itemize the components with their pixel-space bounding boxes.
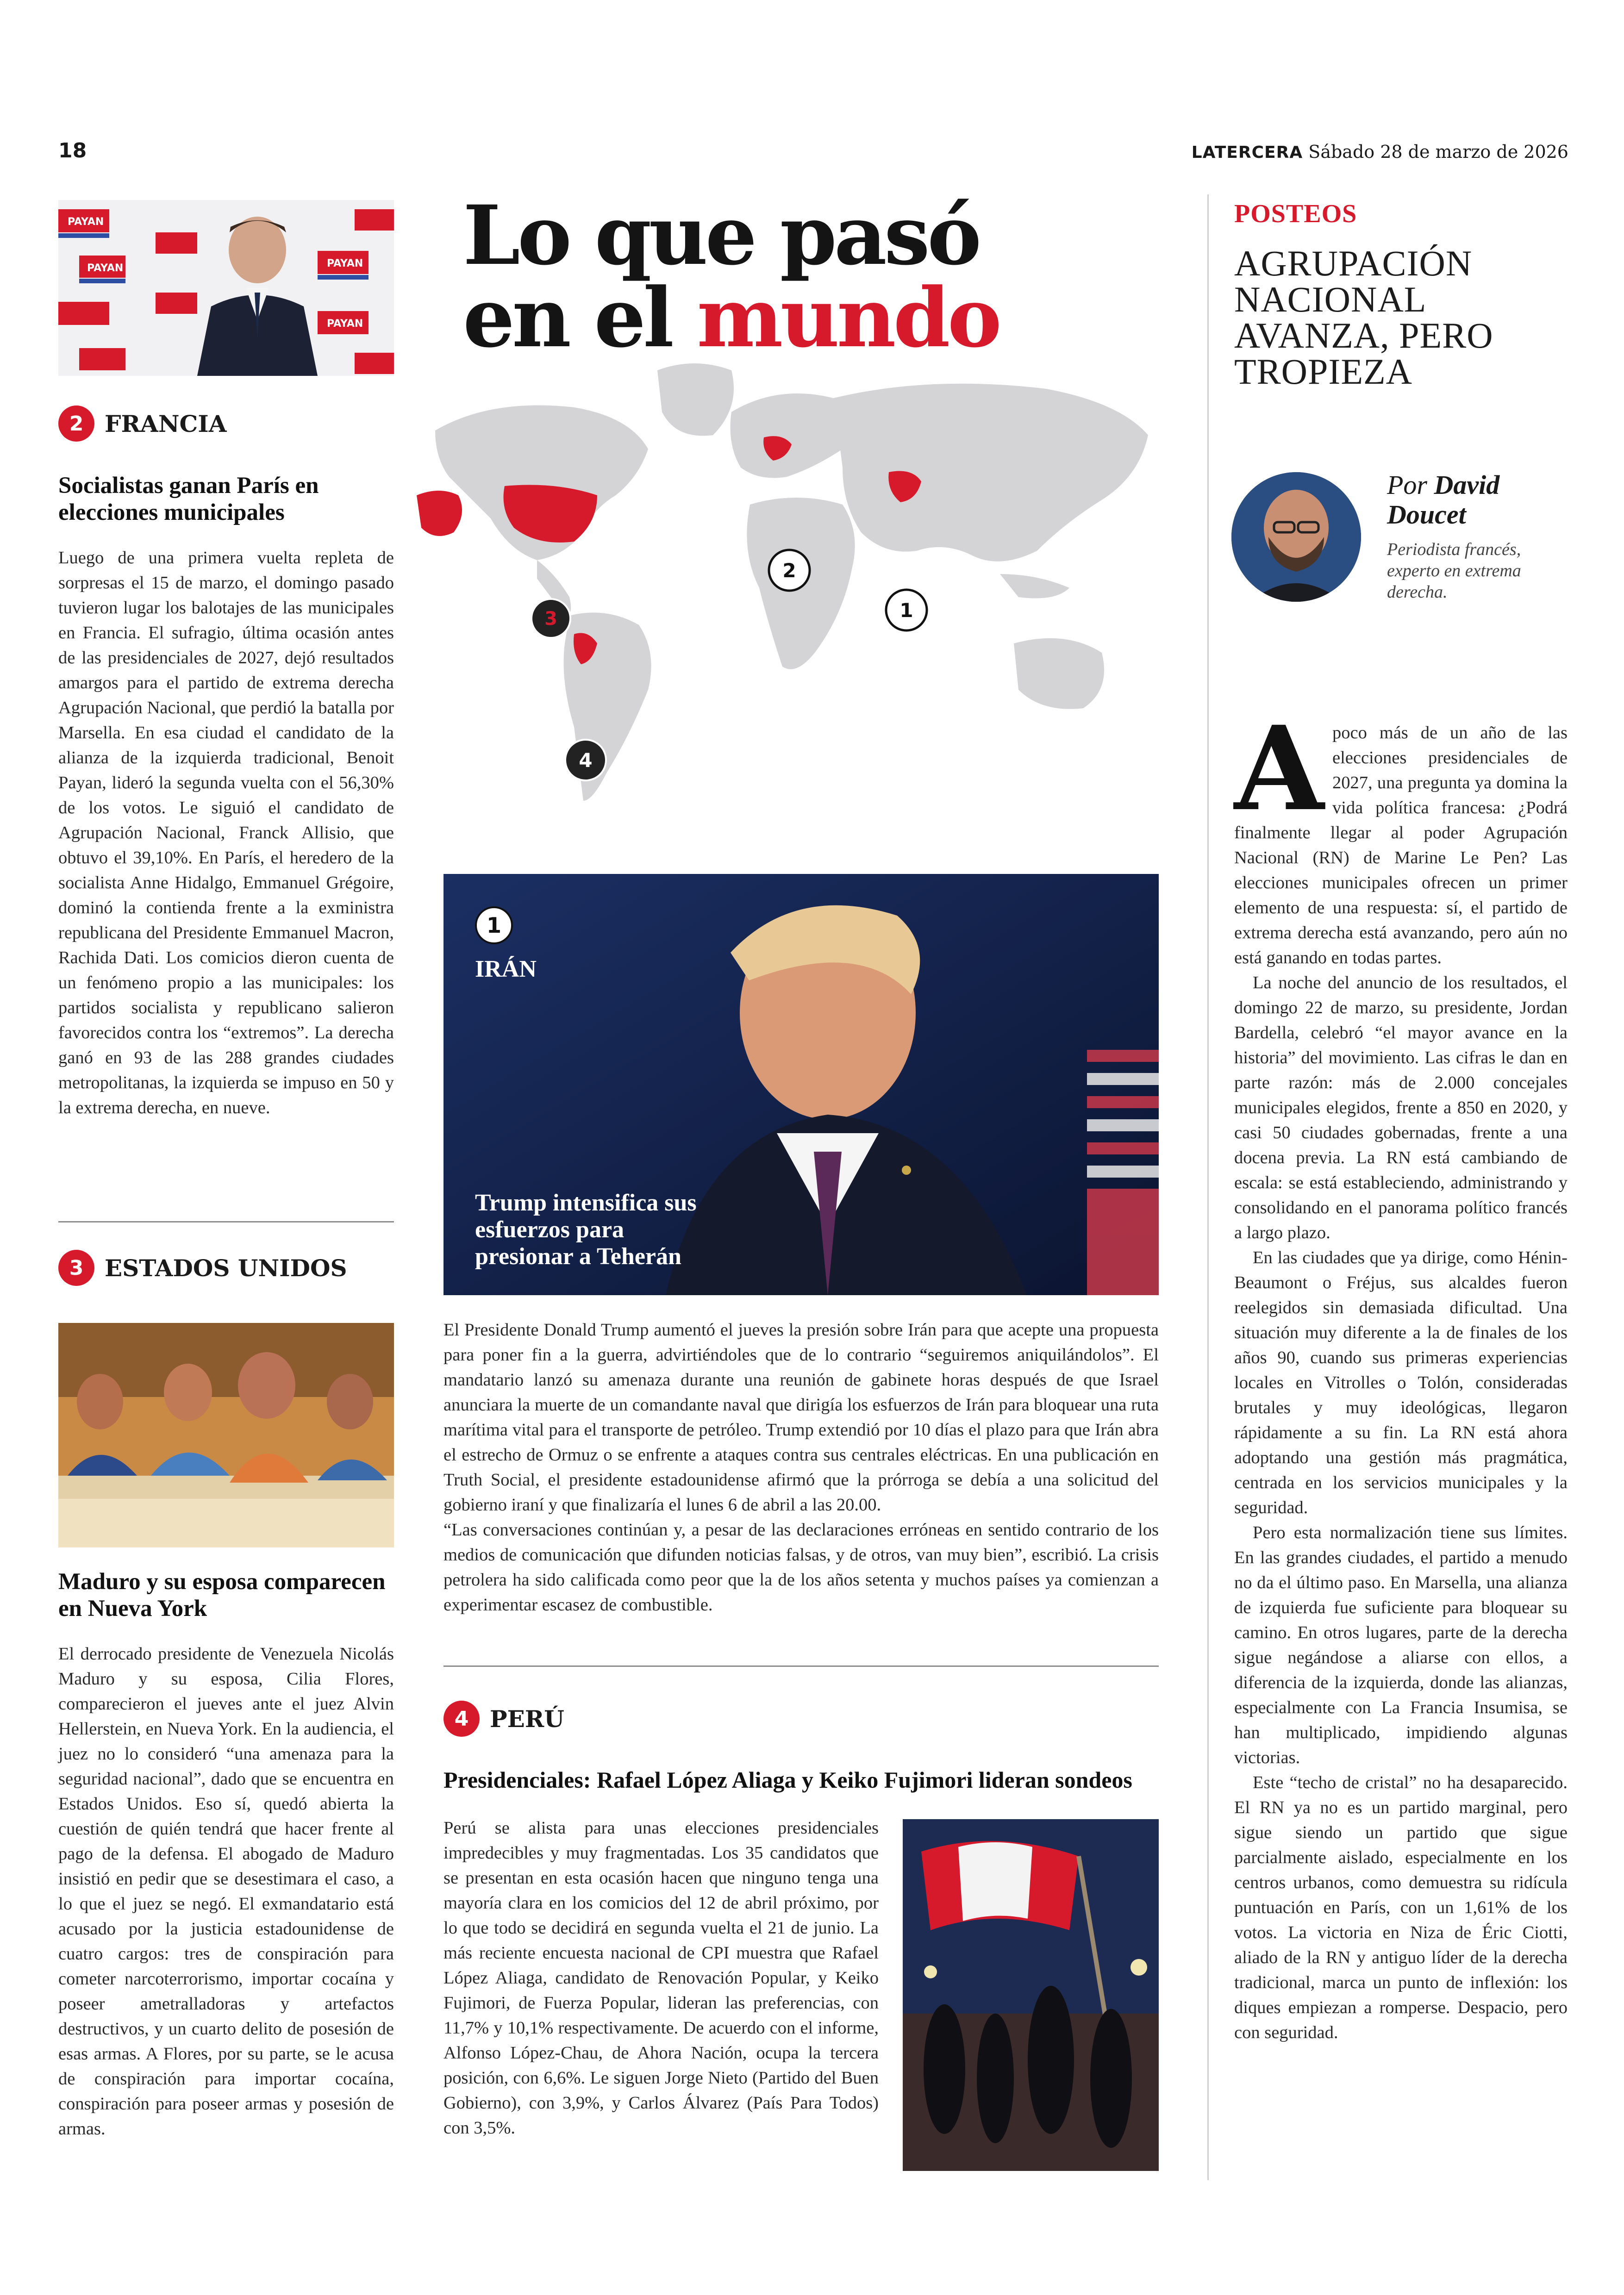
opinion-paragraph: La noche del anuncio de los resultados, el domingo 22 de marzo, su presidente, Jordan Bardella, celebró “el mayor avance en la historia” del movimiento. Las cifras le dan en parte razón: más de 2.000 concejales municipales elegidos, frente a 850 en 2020, y casi 50 ciudades gobernadas, frente a una docena previa. La RN está cambiando de escala: se está estableciendo, administrando y consolidando en el panorama político francés a largo plazo. [1234,973,1568,1242]
trump-photo [443,874,1159,1295]
landmass-indonesia [1000,574,1069,599]
page-number: 18 [58,139,87,162]
maduro-courtroom-sketch [58,1323,394,1547]
marker-label: 3 [544,608,557,630]
highlight-alaska [417,491,462,536]
estados-unidos-headline: Maduro y su esposa comparecen en Nueva York [58,1569,386,1621]
section-label: ESTADOS UNIDOS [105,1254,347,1282]
opinion-title: AGRUPACIÓN NACIONAL AVANZA, PERO TROPIEZA [1234,243,1493,392]
opinion-paragraph: Pero esta normalización tiene sus límites. En las grandes ciudades, el partido a menudo no da el último paso. En Marsella, una alianza de izquierda fue suficiente para bloquear su camino. En otros lugares, parte de la derecha sigue negándose a aliarse con ellos, a diferencia de la izquierda, donde las alianzas, especialmente con La Francia Insumisa, se han multiplicado, impidiendo algunas victorias. [1234,1523,1568,1767]
section-head-peru [443,1701,564,1737]
author-role: Periodista francés, experto en extrema derecha. [1387,540,1521,602]
banner-text: PAYAN [327,258,363,269]
opinion-body [1234,700,1568,2045]
author-byline [1387,470,1563,530]
section-divider [443,1665,1159,1667]
marker-badge: 3 [58,1250,94,1286]
page-title [463,187,1042,366]
banner-text: PAYAN [327,318,363,330]
world-map [398,356,1171,870]
map-marker-peru [565,740,606,780]
banner-text: PAYAN [87,262,124,274]
marker-badge: 2 [58,405,94,442]
payan-photo [58,200,394,376]
marker-label: 2 [782,559,796,582]
author-avatar [1231,472,1361,602]
map-marker-usa [531,599,570,638]
marker-badge: 4 [443,1701,480,1737]
byline-prefix: Por [1387,470,1427,500]
peru-photo [903,1819,1159,2171]
peru-body: Perú se alista para unas elecciones presidenciales impredecibles y muy fragmentadas. Los 35 candidatos que se presentan en esta ocasión hacen que ninguno tenga una mayoría clara en los comicios del 12 de abril próximo, por lo que todo se decidirá en segunda vuelta el 21 de junio. La más reciente encuesta nacional de CPI muestra que Rafael López Aliaga, candidato de Renovación Popular, y Keiko Fujimori, de Fuerza Popular, lideran las preferencias, con 11,7% y 10,1% respectivamente. De acuerdo con el informe, Alfonso López-Chau, de Ahora Nación, ocupa la tercera posición, con 6,6%. Le siguen Jorge Nieto (Partido del Buen Gobierno), con 3,9%, y Carlos Álvarez (País Para Todos) con 3,5%. [443,1818,879,2138]
peru-headline: Presidenciales: Rafael López Aliaga y Keiko Fujimori lideran sondeos [443,1767,1132,1793]
francia-headline: Socialistas ganan París en elecciones municipales [58,473,319,525]
section-posteos: POSTEOS [1234,200,1357,228]
iran-body-p2: “Las conversaciones continúan y, a pesar de las declaraciones erróneas en sentido contrario de los medios de comunicación que difunden noticias falsas, y de otros, van muy bien”, escribió. La crisis petrolera ha sido calificada como peor que la de los años setenta y muchos países ya comienzan a experimentar escasez de combustible. [443,1520,1159,1615]
marker-label: 1 [899,599,913,622]
banner-text: PAYAN [68,216,104,228]
title-line-2-black: en el [463,270,672,366]
opinion-paragraph [1234,700,1568,970]
marker-label: 4 [579,749,593,772]
dropcap: A [1234,700,1324,836]
estados-unidos-body: El derrocado presidente de Venezuela Nicolás Maduro y su esposa, Cilia Flores, comparecieron el jueves ante el juez Alvin Hellerstein, en Nueva York. En la audiencia, el juez no lo consideró “una amenaza para la seguridad nacional”, dado que se encuentra en Estados Unidos. Eso sí, quedó abierta la cuestión de quién tendrá que hacer frente al pago de la defensa. El abogado de Maduro insistió en pedir que se desestimara el caso, a lo que el juez se negó. El exmandatario está acusado por la justicia estadounidense de cuatro cargos: tres de conspiración para cometer narcoterrorismo, importar cocaína y poseer ametralladoras y artefactos destructivos, y un cuarto delito de posesión de esas armas. A Flores, por su parte, se le acusa de conspiración para importar cocaína, conspiración para poseer armas y posesión de armas. [58,1644,394,2139]
masthead [1192,142,1568,162]
iran-body-p1: El Presidente Donald Trump aumentó el jueves la presión sobre Irán para que acepte una propuesta para poner fin a la guerra, advirtiéndoles que de lo contrario “seguiremos aniquilándolos”. El mandatario lanzó su amenaza durante una reunión de gabinete horas después de que Israel anunciara la muerte de un comandante naval que dirigía los esfuerzos de Irán para bloquear una ruta marítima vital para el transporte de petróleo. Trump extendió por 10 días el plazo para que Irán abra el estrecho de Ormuz o se enfrente a ataques contra sus centrales eléctricas. En una publicación en Truth Social, el presidente estadounidense afirmó que la prórroga se debía a una solicitud del gobierno iraní y que finalizaría el lunes 6 de abril a las 20.00. [443,1320,1159,1515]
map-marker-iran [886,590,927,630]
opinion-paragraph: Este “techo de cristal” no ha desaparecido. El RN ya no es un partido marginal, pero sigue siendo un partido que sigue parcialmente aislado, especialmente en los centros urbanos, como demuestra su ridícula puntuación en París, con un 1,61% de los votos. La victoria en Niza de Éric Ciotti, aliado de la RN y antiguo líder de la derecha tradicional, marca un punto de inflexión: los diques empiezan a romperse. Despacio, pero con seguridad. [1234,1773,1568,2042]
issue-date: Sábado 28 de marzo de 2026 [1308,142,1568,162]
iran-body [443,1317,1159,1617]
section-label: IRÁN [475,956,537,982]
section-head-francia [58,405,394,442]
column-divider [1207,194,1209,2180]
marker-badge: 1 [475,906,513,944]
peru-photo-illustration [903,1819,1159,2171]
map-marker-france [769,550,810,591]
author-avatar-illustration [1231,472,1361,602]
landmass-australia [1014,638,1104,709]
payan-photo-illustration [58,200,394,376]
francia-body: Luego de una primera vuelta repleta de sorpresas el 15 de marzo, el domingo pasado tuvieron lugar los balotajes de las municipales en Francia. El sufragio, última ocasión antes de las presidenciales de 2027, dejó resultados amargos para el partido de extrema derecha Agrupación Nacional, que perdió la batalla por Marsella. En esa ciudad el candidato de la alianza de la izquierda tradicional, Benoit Payan, lideró la segunda vuelta con el 56,30% de los votos. Le siguió el candidato de Agrupación Nacional, Franck Allisio, que obtuvo el 39,10%. En París, el heredero de la socialista Anne Hidalgo, Emmanuel Grégoire, dominó la contienda frente a la exministra republicana del Presidente Emmanuel Macron, Rachida Dati. Los comicios dieron cuenta de un fenómeno propio a las municipales: los partidos socialista y republicano salieron favorecidos contra los “extremos”. La derecha ganó en 93 de las 288 grandes ciudades metropolitanas, la izquierda se impuso en 50 y la extrema derecha, en nueve. [58,548,394,1117]
courtroom-sketch-illustration [58,1323,394,1547]
section-divider [58,1221,394,1222]
landmass-europe [731,393,846,478]
landmass-greenland [657,363,734,436]
opinion-p1-text: poco más de un año de las elecciones presidenciales de 2027, una pregunta ya domina la vida política francesa: ¿Podrá finalmente llegar al poder Agrupación Nacional (RN) de Marine Le Pen? Las elecciones municipales ofrecen un primer elemento de una respuesta: sí, el partido de extrema derecha está avanzando, pero aún no está ganando en todas partes. [1234,723,1568,967]
section-head-estados-unidos [58,1250,394,1286]
section-label: PERÚ [490,1705,564,1733]
title-line-2-red: mundo [697,270,999,366]
title-line-1: Lo que pasó [463,187,979,283]
author-name: David Doucet [1387,470,1500,530]
landmass-asia [833,384,1148,561]
title-line-2 [463,270,1042,366]
opinion-paragraph: En las ciudades que ya dirige, como Hénin-Beaumont o Fréjus, sus alcaldes fueron reelegidos sin demasiada dificultad. Una situación muy diferente a la de finales de los años 90, cuando sus primeras experiencias locales en Vitrolles o Tolón, consideradas brutales y muy ideológicas, llegaron rápidamente a su fin. La RN está ahora adoptando una gestión más pragmática, centrada en los servicios municipales y la seguridad. [1234,1248,1568,1517]
brand-name: LATERCERA [1191,143,1303,162]
section-label: FRANCIA [105,410,227,437]
trump-caption: Trump intensifica sus esfuerzos para presionar a Teherán [475,1190,697,1270]
